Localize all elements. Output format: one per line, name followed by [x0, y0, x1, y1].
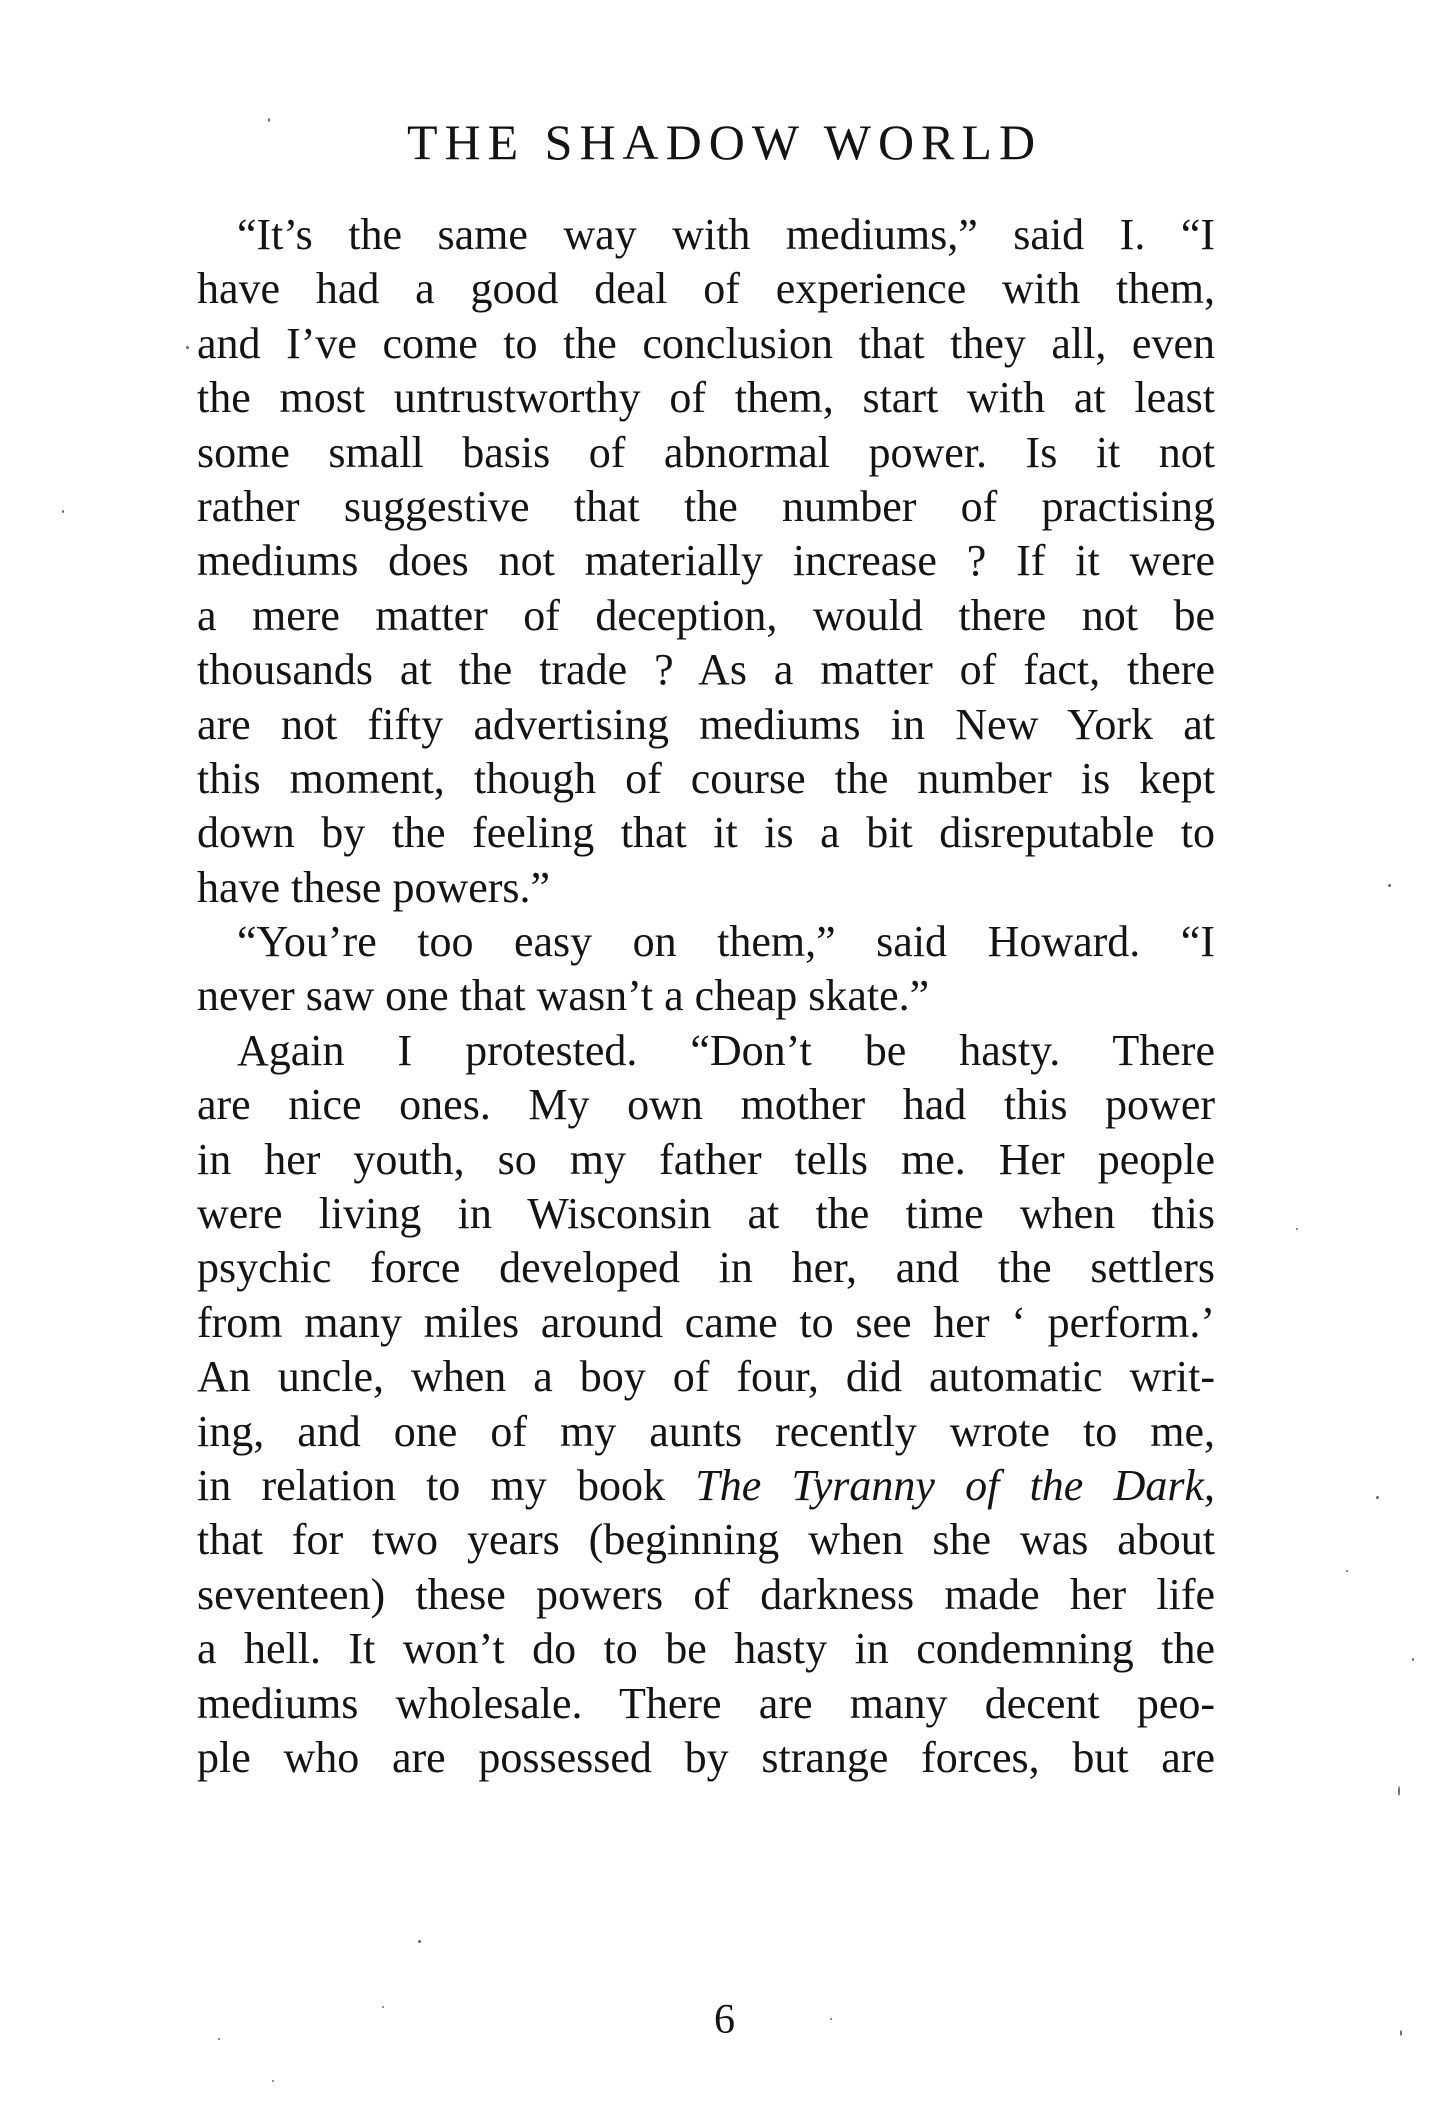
text-line: in her youth, so my father tells me. Her people	[197, 1134, 1215, 1184]
text-line: ple who are possessed by strange forces, but are	[197, 1732, 1215, 1782]
text-line: mediums wholesale. There are many decent peo-	[197, 1678, 1215, 1728]
scan-speck	[1398, 1786, 1400, 1796]
scan-speck	[1412, 1658, 1414, 1661]
scan-speck	[62, 510, 64, 513]
text-line: this moment, though of course the number is kept	[197, 753, 1215, 803]
text-line: were living in Wisconsin at the time when this	[197, 1189, 1215, 1239]
scan-speck	[1296, 1228, 1298, 1230]
text-line: Again I protested. “Don’t be hasty. There	[237, 1025, 1215, 1075]
page-number: 6	[714, 1997, 735, 2043]
book-title: The Tyranny of the Dark	[695, 1460, 1204, 1510]
scan-speck	[272, 2080, 274, 2082]
text-segment: ,	[1204, 1460, 1215, 1510]
text-line: “You’re too easy on them,” said Howard. “I	[237, 917, 1215, 967]
text-segment: in relation to my book	[197, 1460, 696, 1510]
text-line: down by the feeling that it is a bit disreputable to	[197, 808, 1215, 858]
text-line: the most untrustworthy of them, start with at least	[197, 373, 1215, 423]
scan-speck	[382, 2006, 384, 2008]
text-line: some small basis of abnormal power. Is it not	[197, 427, 1215, 477]
text-line: have had a good deal of experience with them,	[197, 264, 1215, 314]
scan-speck	[186, 346, 189, 349]
scan-speck	[218, 2038, 220, 2040]
scan-speck	[418, 1940, 421, 1943]
text-line: ing, and one of my aunts recently wrote to me,	[197, 1406, 1215, 1456]
text-line: psychic force developed in her, and the settlers	[197, 1243, 1215, 1293]
text-line: that for two years (beginning when she was about	[197, 1515, 1215, 1565]
text-line: “It’s the same way with mediums,” said I. “I	[237, 210, 1215, 259]
text-line	[197, 1459, 1215, 1513]
text-line: are not fifty advertising mediums in New York at	[197, 699, 1215, 749]
text-line: An uncle, when a boy of four, did automatic writ-	[197, 1352, 1215, 1402]
text-line: seventeen) these powers of darkness made her life	[197, 1569, 1215, 1619]
scan-speck	[1400, 2030, 1402, 2036]
text-line: and I’ve come to the conclusion that they all, even	[197, 318, 1215, 368]
text-line: mediums does not materially increase ? If it were	[197, 536, 1215, 586]
text-line: from many miles around came to see her ‘ perform.’	[197, 1297, 1215, 1347]
running-head: THE SHADOW WORLD	[406, 114, 1043, 170]
text-line: rather suggestive that the number of practising	[197, 481, 1215, 531]
text-line: have these powers.”	[197, 862, 551, 912]
scan-speck	[1376, 1496, 1379, 1499]
scan-speck	[1346, 1570, 1348, 1572]
body-text	[197, 208, 1215, 1785]
text-line: are nice ones. My own mother had this power	[197, 1080, 1215, 1130]
text-line: a mere matter of deception, would there not be	[197, 590, 1215, 640]
text-line: a hell. It won’t do to be hasty in condemning the	[197, 1624, 1215, 1674]
scan-speck	[1388, 884, 1391, 887]
text-line: thousands at the trade ? As a matter of fact, there	[197, 645, 1215, 695]
text-line: never saw one that wasn’t a cheap skate.”	[197, 971, 930, 1021]
scan-speck	[268, 118, 270, 122]
scan-speck	[830, 2018, 832, 2020]
